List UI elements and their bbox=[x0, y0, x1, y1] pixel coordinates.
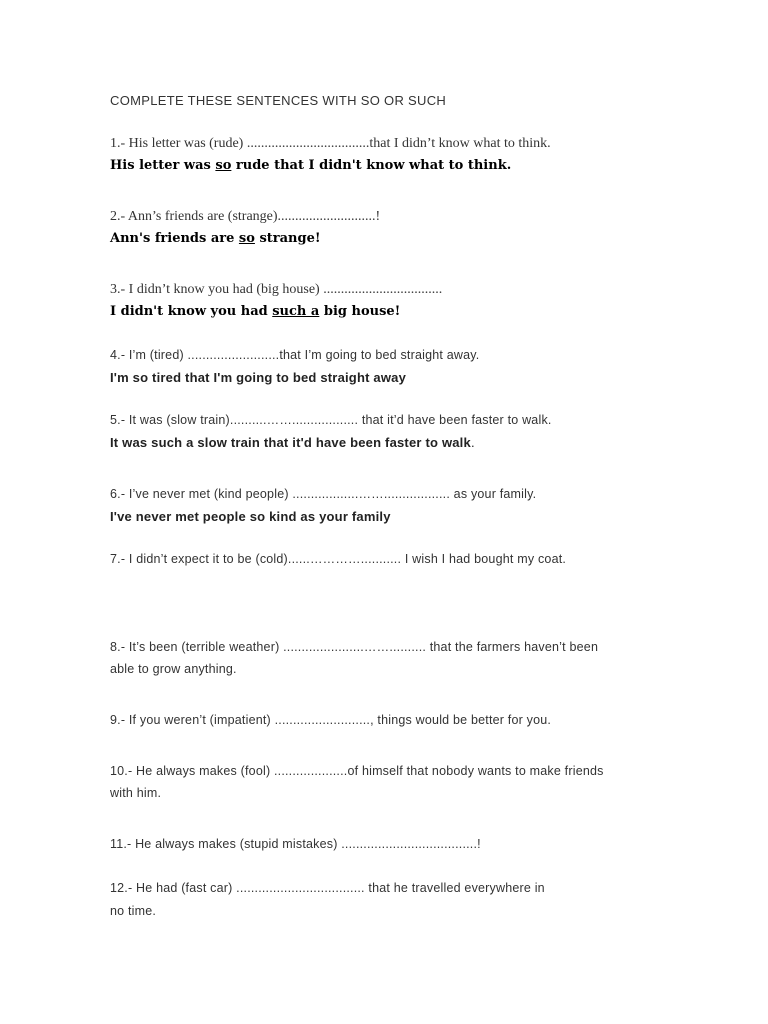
answer-3 bbox=[110, 304, 400, 319]
answer-3-post: big house! bbox=[319, 304, 401, 319]
question-12-line-1: 12.- He had (fast car) ................................... that he travelled everywhere in bbox=[110, 881, 545, 895]
answer-1-pre: His letter was bbox=[110, 158, 216, 173]
answer-5-period: . bbox=[470, 435, 475, 450]
answer-5 bbox=[110, 435, 475, 450]
question-8-line-1: 8.- It’s been (terrible weather) ......................…….......... that the farmers haven’t been bbox=[110, 640, 599, 654]
answer-6: I've never met people so kind as your family bbox=[110, 509, 391, 524]
question-1: 1.- His letter was (rude) ...................................that I didn’t know what to think. bbox=[110, 136, 551, 151]
question-5: 5.- It was (slow train)..........…….................. that it’d have been faster to walk. bbox=[110, 413, 552, 427]
question-6: 6.- I’ve never met (kind people) ..................…….................. as your family. bbox=[110, 487, 537, 501]
question-10-line-2: with him. bbox=[110, 786, 162, 800]
question-4: 4.- I’m (tired) .........................that I’m going to bed straight away. bbox=[110, 348, 480, 362]
answer-2-key: so bbox=[238, 231, 255, 246]
answer-2 bbox=[110, 231, 321, 246]
worksheet-title: COMPLETE THESE SENTENCES WITH SO OR SUCH bbox=[110, 93, 447, 108]
answer-5-text: It was such a slow train that it'd have been faster to walk bbox=[110, 435, 471, 450]
question-8-line-2: able to grow anything. bbox=[110, 662, 237, 676]
answer-1 bbox=[110, 158, 511, 173]
question-7: 7.- I didn’t expect it to be (cold)......…………........... I wish I had bought my coat. bbox=[110, 552, 567, 566]
answer-1-post: rude that I didn't know what to think. bbox=[231, 158, 512, 173]
answer-1-key: so bbox=[215, 158, 232, 173]
question-10-line-1: 10.- He always makes (fool) ....................of himself that nobody wants to make friends bbox=[110, 764, 604, 778]
question-11: 11.- He always makes (stupid mistakes) .....................................! bbox=[110, 837, 481, 851]
answer-2-pre: Ann's friends are bbox=[110, 231, 239, 246]
question-2: 2.- Ann’s friends are (strange)............................! bbox=[110, 209, 381, 224]
answer-2-post: strange! bbox=[254, 231, 321, 246]
question-9: 9.- If you weren’t (impatient) .........................., things would be better for you. bbox=[110, 713, 552, 727]
question-3: 3.- I didn’t know you had (big house) .................................. bbox=[110, 282, 443, 297]
answer-3-key: such a bbox=[272, 304, 320, 319]
answer-3-pre: I didn't know you had bbox=[110, 304, 273, 319]
question-12-line-2: no time. bbox=[110, 904, 157, 918]
answer-4: I'm so tired that I'm going to bed straight away bbox=[110, 370, 407, 385]
